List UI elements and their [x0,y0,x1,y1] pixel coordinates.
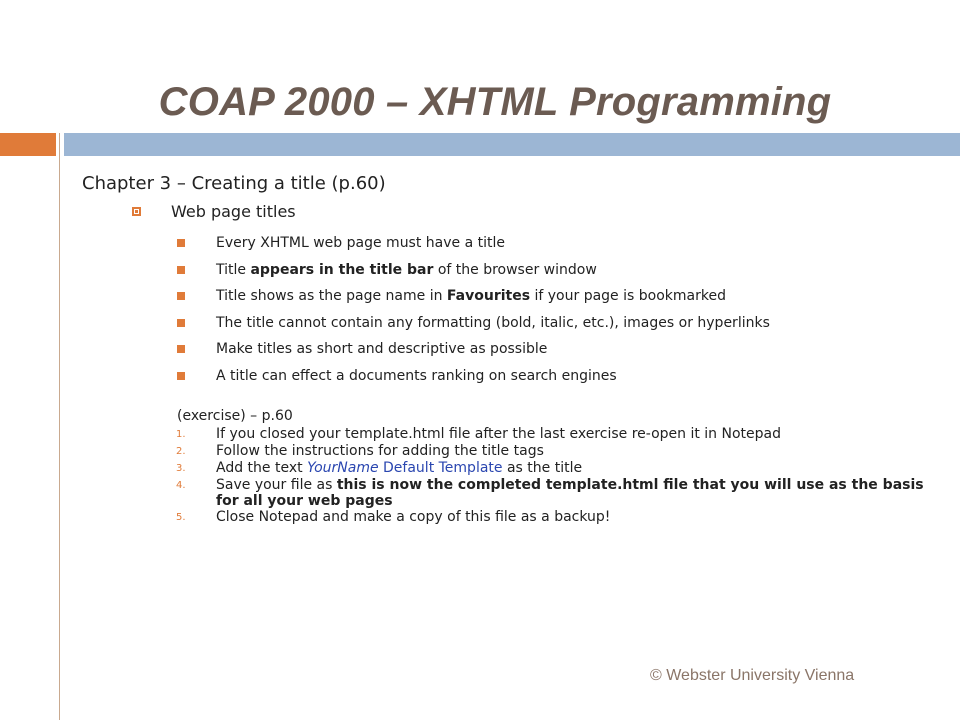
list-item [177,257,770,284]
step-text: Save your file as this is now the completed template.html file that you will use as the basis for all your web pages [216,477,924,509]
list-item [177,336,770,363]
section-heading [132,202,296,221]
list-item [176,460,936,477]
title-rules-list [177,230,770,389]
emphasis: Favourites [446,288,531,305]
list-item [176,426,936,443]
section-heading-text: Web page titles [171,202,296,221]
square-bullet-icon [177,239,185,247]
square-bullet-icon [177,292,185,300]
list-item [177,230,770,257]
template-name: Default Template [378,460,503,476]
exercise-steps-list [176,426,936,526]
step-text: Follow the instructions for adding the title tags [216,443,544,459]
list-item [176,509,936,526]
list-item [176,477,936,509]
list-item [177,310,770,337]
step-text: Close Notepad and make a copy of this file as a backup! [216,509,611,525]
square-bullet-icon [177,266,185,274]
slide-title: COAP 2000 – XHTML Programming [158,80,832,124]
list-item [177,363,770,390]
square-bullet-icon [177,345,185,353]
placeholder-name: YourName [307,460,379,476]
square-bullet-icon [177,319,185,327]
list-item-text: Every XHTML web page must have a title [216,235,505,252]
step-number: 4. [176,480,186,491]
step-number: 3. [176,463,186,474]
emphasis: this is now the completed template.html file that you will use as the basis for all your web pages [216,477,924,509]
square-bullet-icon [132,207,141,216]
list-item-text: Title shows as the page name in Favourites if your page is bookmarked [216,288,726,305]
step-text: Add the text YourName Default Template as the title [216,460,583,476]
step-text: If you closed your template.html file after the last exercise re-open it in Notepad [216,426,781,442]
list-item [177,283,770,310]
square-bullet-icon [177,372,185,380]
chapter-heading: Chapter 3 – Creating a title (p.60) [82,173,386,194]
list-item-text: The title cannot contain any formatting (bold, italic, etc.), images or hyperlinks [216,314,770,331]
list-item [176,443,936,460]
footer-copyright: © Webster University Vienna [650,667,855,684]
exercise-label: (exercise) – p.60 [177,408,293,424]
step-number: 2. [176,446,186,457]
step-number: 1. [176,429,186,440]
emphasis: appears in the title bar [250,261,434,278]
list-item-text: Make titles as short and descriptive as possible [216,341,548,358]
step-number: 5. [176,512,186,523]
list-item-text: A title can effect a documents ranking on search engines [216,367,617,384]
list-item-text: Title appears in the title bar of the browser window [216,261,597,278]
